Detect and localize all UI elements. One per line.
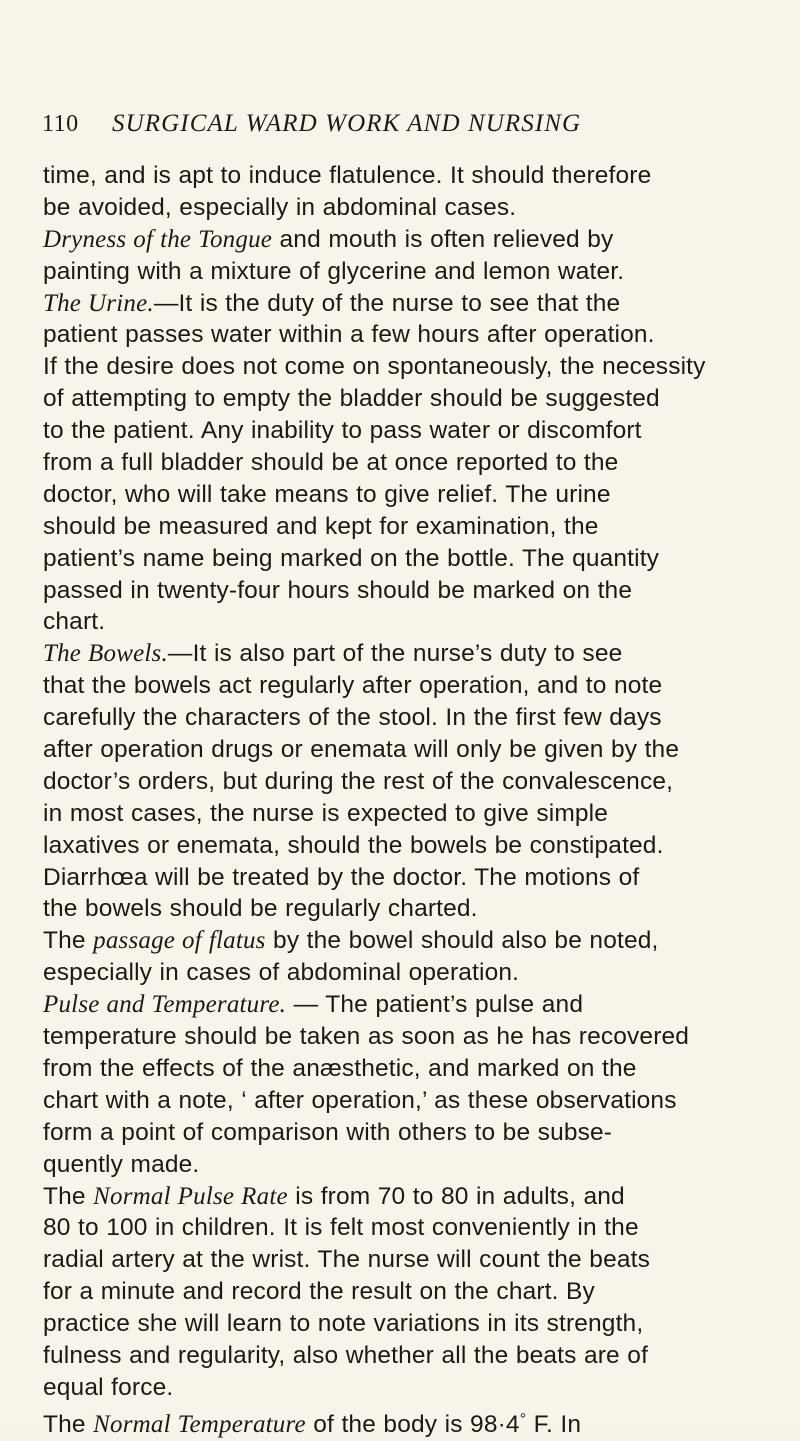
text-line: laxatives or enemata, should the bowels be constipated. (43, 831, 664, 859)
section-heading: Dryness of the Tongue (43, 225, 273, 253)
text-line: carefully the characters of the stool. In the first few days (43, 704, 662, 732)
text-line: If the desire does not come on spontaneously, the necessity (43, 353, 706, 381)
page-header (42, 110, 762, 150)
inline-emphasis: Normal Pulse Rate (93, 1182, 288, 1210)
text-line: time, and is apt to induce flatulence. It should therefore (43, 162, 652, 189)
text-line: be avoided, especially in abdominal cases. (43, 193, 517, 221)
text-line: from the effects of the anæsthetic, and marked on the (43, 1054, 637, 1082)
text-segment: — The patient’s pulse and (286, 991, 584, 1019)
text-line (43, 925, 768, 957)
text-line (43, 1181, 768, 1213)
text-line: in most cases, the nurse is expected to give simple (43, 799, 609, 827)
text-line: doctor, who will take means to give relief. The urine (43, 480, 611, 508)
text-line: chart. (43, 608, 106, 636)
text-line: of attempting to empty the bladder should be suggested (43, 385, 660, 413)
text-line: equal force. (43, 1373, 174, 1401)
text-segment: is from 70 to 80 in adults, and (287, 1182, 625, 1210)
body-text (43, 160, 768, 1436)
section-heading: The Bowels. (43, 640, 168, 668)
inline-emphasis: Normal Temperature (93, 1410, 306, 1438)
text-line: painting with a mixture of glycerine and lemon water. (43, 257, 625, 285)
text-segment: —It is also part of the nurse’s duty to see (167, 640, 623, 668)
text-line: patient’s name being marked on the bottle. The quantity (43, 544, 660, 572)
text-line: chart with a note, ‘ after operation,’ as these observations (43, 1086, 677, 1114)
text-line: 80 to 100 in children. It is felt most conveniently in the (43, 1214, 639, 1242)
text-line: patient passes water within a few hours after operation. (43, 321, 655, 349)
text-line: passed in twenty-four hours should be marked on the (43, 576, 633, 604)
text-line: that the bowels act regularly after operation, and to note (43, 672, 663, 700)
text-line: Diarrhœa will be treated by the doctor. The motions of (43, 863, 640, 891)
text-segment: The (43, 1182, 94, 1210)
text-line: doctor’s orders, but during the rest of the convalescence, (43, 767, 674, 795)
text-segment: of the body is 98·4 (305, 1410, 520, 1438)
text-line: quently made. (43, 1150, 200, 1178)
text-segment: —It is the duty of the nurse to see that the (153, 289, 621, 317)
text-line: especially in cases of abdominal operation. (43, 959, 520, 987)
text-line: should be measured and kept for examination, the (43, 512, 599, 540)
text-segment: F. In (526, 1410, 582, 1438)
text-line: to the patient. Any inability to pass water or discomfort (43, 417, 642, 445)
section-heading: The Urine. (43, 289, 154, 317)
text-line: fulness and regularity, also whether all the beats are of (43, 1341, 649, 1369)
text-segment: The (43, 1410, 94, 1438)
inline-emphasis: passage of flatus (93, 927, 266, 955)
text-segment: The (43, 927, 94, 955)
text-line: radial artery at the wrist. The nurse will count the beats (43, 1246, 650, 1274)
page-number: 110 (42, 111, 79, 137)
degree-symbol: ° (519, 1410, 527, 1428)
text-line: after operation drugs or enemata will only be given by the (43, 736, 680, 764)
text-line (43, 1404, 768, 1436)
text-segment: and mouth is often relieved by (272, 225, 614, 253)
text-line: practice she will learn to note variations in its strength, (43, 1310, 644, 1338)
text-line: for a minute and record the result on the chart. By (43, 1278, 595, 1306)
text-line: form a point of comparison with others to be subse- (43, 1118, 613, 1146)
text-line (43, 989, 768, 1021)
section-heading: Pulse and Temperature. (43, 991, 287, 1019)
text-line: temperature should be taken as soon as he has recovered (43, 1023, 690, 1051)
text-line: from a full bladder should be at once reported to the (43, 449, 619, 477)
text-line (43, 288, 768, 320)
text-line (43, 224, 768, 256)
text-line: the bowels should be regularly charted. (43, 895, 478, 923)
text-line (43, 638, 768, 670)
text-segment: by the bowel should also be noted, (265, 927, 659, 955)
running-head: SURGICAL WARD WORK AND NURSING (112, 110, 582, 137)
